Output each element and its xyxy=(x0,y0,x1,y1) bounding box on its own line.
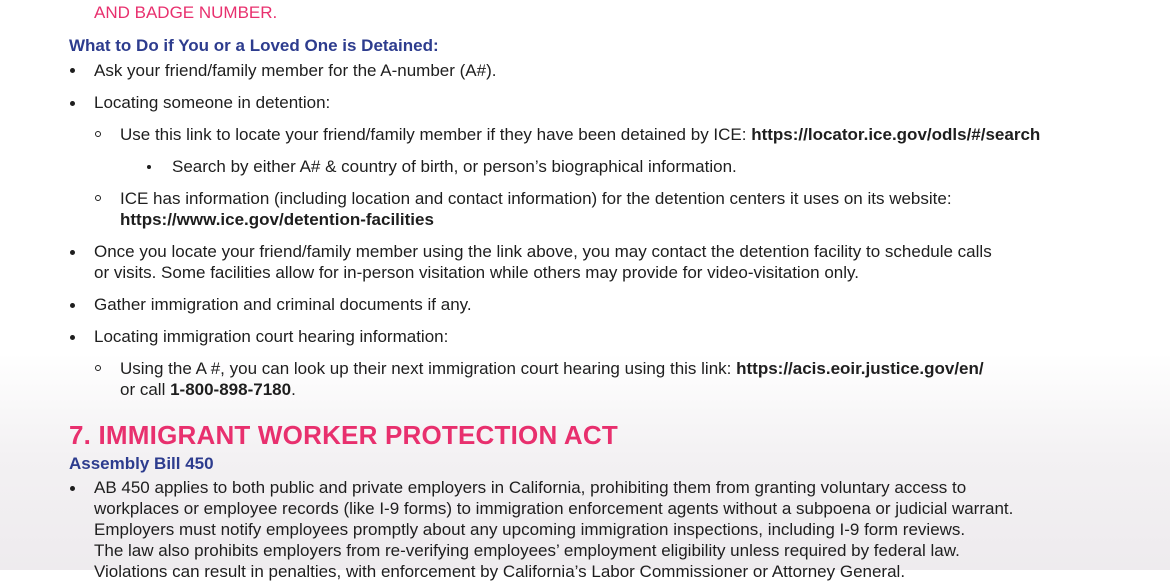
ab450-line3: Employers must notify employees promptly about any upcoming immigration inspections, including I-9 form reviews. xyxy=(94,520,966,539)
ab450-line2: workplaces or employee records (like I-9 forms) to immigration enforcement agents without a subpoena or judicial warrant. xyxy=(94,499,1014,518)
section-subtitle: Assembly Bill 450 xyxy=(69,454,214,473)
bullet-dot xyxy=(70,486,75,491)
locator-link[interactable]: https://locator.ice.gov/odls/#/search xyxy=(751,125,1041,144)
bullet-dot xyxy=(147,165,151,169)
list-item-a-number: Ask your friend/family member for the A-number (A#). xyxy=(94,61,497,80)
bullet-dot xyxy=(70,68,75,73)
list-item-contact-line2: or visits. Some facilities allow for in-person visitation while others may provide for video-visitation only. xyxy=(94,263,859,282)
sub-item-court-lookup-text: Using the A #, you can look up their next immigration court hearing using this link: xyxy=(120,359,737,378)
section-title: 7. IMMIGRANT WORKER PROTECTION ACT xyxy=(69,420,618,450)
sub-item-locator xyxy=(120,124,1040,145)
ab450-line1: AB 450 applies to both public and private employers in California, prohibiting them from granting voluntary access to xyxy=(94,478,967,497)
ab450-line5: Violations can result in penalties, with enforcement by California’s Labor Commissioner or Attorney General. xyxy=(94,562,906,581)
phone-number[interactable]: 1-800-898-7180 xyxy=(170,380,292,399)
sub-bullet-ring xyxy=(95,365,101,371)
list-item-court-info: Locating immigration court hearing information: xyxy=(94,327,449,346)
sub-item-court-phone xyxy=(120,379,296,400)
sub-item-locator-text: Use this link to locate your friend/family member if they have been detained by ICE: xyxy=(120,125,752,144)
period: . xyxy=(291,380,296,399)
list-item-documents: Gather immigration and criminal documents if any. xyxy=(94,295,472,314)
eoir-link[interactable]: https://acis.eoir.justice.gov/en/ xyxy=(736,359,984,378)
bullet-dot xyxy=(70,335,75,340)
bullet-dot xyxy=(70,101,75,106)
bullet-dot xyxy=(70,250,75,255)
list-item-locating: Locating someone in detention: xyxy=(94,93,331,112)
sub-bullet-ring xyxy=(95,131,101,137)
sub-bullet-ring xyxy=(95,195,101,201)
detention-facilities-link[interactable]: https://www.ice.gov/detention-facilities xyxy=(120,210,434,229)
bullet-dot xyxy=(70,303,75,308)
sub-sub-item-search: Search by either A# & country of birth, or person’s biographical information. xyxy=(172,157,737,176)
list-item-contact-line1: Once you locate your friend/family member using the link above, you may contact the detention facility to schedule calls xyxy=(94,242,992,261)
sub-item-court-lookup xyxy=(120,358,984,379)
sub-item-ice-info: ICE has information (including location and contact information) for the detention centers it uses on its website: xyxy=(120,189,952,208)
detained-heading: What to Do if You or a Loved One is Detained: xyxy=(69,36,439,55)
top-caption: AND BADGE NUMBER. xyxy=(94,3,278,22)
ab450-line4: The law also prohibits employers from re-verifying employees’ employment eligibility unless required by federal law. xyxy=(94,541,960,560)
call-text: or call xyxy=(120,380,171,399)
